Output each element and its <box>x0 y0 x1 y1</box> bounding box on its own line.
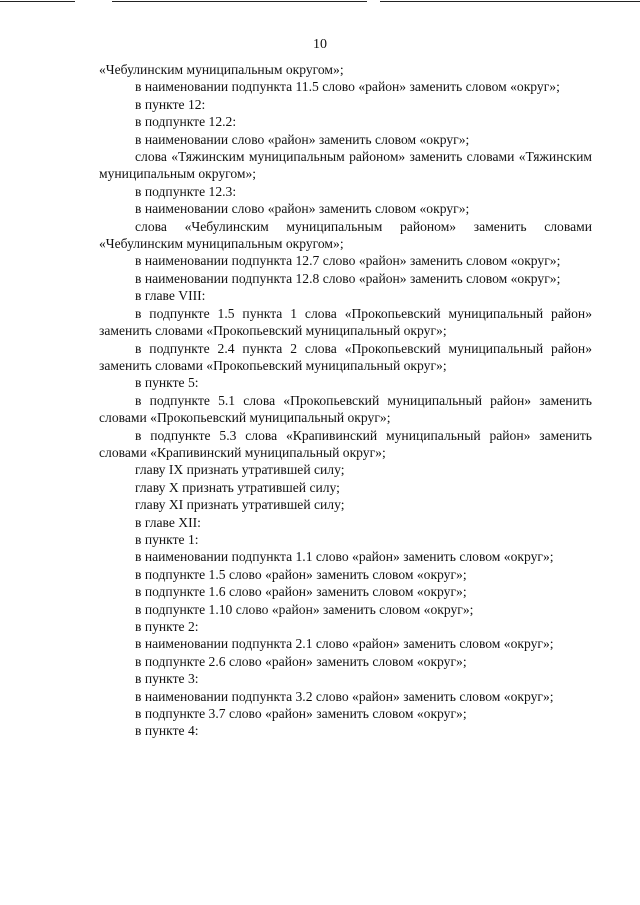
paragraph: в подпункте 1.5 пункта 1 слова «Прокопьевский муниципальный район» заменить словами «Прокопьевский муниципальный округ»; <box>99 305 592 339</box>
paragraph: в пункте 5: <box>135 375 199 391</box>
paragraph: слова «Тяжинским муниципальным районом» заменить словами «Тяжинским муниципальным округом»; <box>99 149 592 182</box>
paragraph: в наименовании слово «район» заменить словом «округ»; <box>135 131 470 147</box>
paragraph: в подпункте 1.10 слово «район» заменить словом «округ»; <box>135 601 474 617</box>
paragraph: главу X признать утратившей силу; <box>135 479 340 495</box>
paragraph: в подпункте 1.6 слово «район» заменить словом «округ»; <box>135 584 467 600</box>
paragraph: слова «Чебулинским муниципальным районом» заменить словами «Чебулинским муниципальным округом»; <box>99 218 592 252</box>
paragraph: в пункте 3: <box>135 671 199 687</box>
paragraph: главу XI признать утратившей силу; <box>135 497 345 513</box>
paragraph: в наименовании слово «район» заменить словом «округ»; <box>135 201 470 217</box>
paragraph: в пункте 2: <box>135 619 199 634</box>
paragraph: в подпункте 2.6 слово «район» заменить словом «округ»; <box>135 653 467 669</box>
page-number: 10 <box>313 37 327 52</box>
paragraph: в подпункте 5.1 слова «Прокопьевский муниципальный район» заменить словами «Прокопьевский муниципальный округ»; <box>99 392 592 426</box>
paragraph: в наименовании подпункта 11.5 слово «район» заменить словом «округ»; <box>135 79 560 95</box>
paragraph: «Чебулинским муниципальным округом»; <box>99 62 344 77</box>
paragraph: в подпункте 12.3: <box>135 183 237 199</box>
paragraph: в главе XII: <box>135 514 201 530</box>
paragraph: в наименовании подпункта 2.1 слово «район» заменить словом «округ»; <box>135 636 554 652</box>
paragraph: главу IX признать утратившей силу; <box>135 462 345 478</box>
paragraph: в наименовании подпункта 12.7 слово «район» заменить словом «округ»; <box>135 253 561 269</box>
paragraph: в пункте 1: <box>135 531 199 547</box>
paragraph: в подпункте 3.7 слово «район» заменить словом «округ»; <box>135 706 467 722</box>
paragraph: в подпункте 2.4 пункта 2 слова «Прокопьевский муниципальный район» заменить словами «Прокопьевский муниципальный округ»; <box>99 340 592 373</box>
paragraph: в подпункте 1.5 слово «район» заменить словом «округ»; <box>135 566 467 582</box>
paragraph: в наименовании подпункта 3.2 слово «район» заменить словом «округ»; <box>135 688 554 704</box>
paragraph: в пункте 12: <box>135 96 206 112</box>
paragraph: в пункте 4: <box>135 723 199 739</box>
top-scan-rule <box>0 0 640 4</box>
paragraph: в подпункте 5.3 слова «Крапивинский муниципальный район» заменить словами «Крапивинский муниципальный округ»; <box>99 427 592 460</box>
paragraph: в главе VIII: <box>135 288 206 304</box>
document-body <box>99 61 592 740</box>
paragraph: в наименовании подпункта 1.1 слово «район» заменить словом «округ»; <box>135 549 554 565</box>
paragraph: в наименовании подпункта 12.8 слово «район» заменить словом «округ»; <box>135 270 561 286</box>
paragraph: в подпункте 12.2: <box>135 114 237 130</box>
